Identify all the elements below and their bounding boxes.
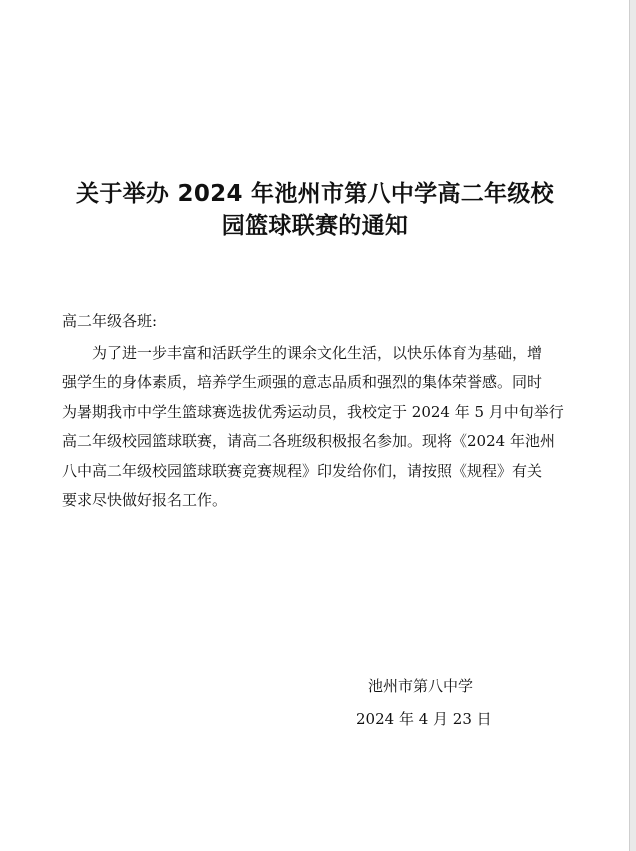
title-line-2: 园篮球联赛的通知	[221, 213, 409, 239]
body-line: 为暑期我市中学生篮球赛选拔优秀运动员，我校定于 2024 年 5 月中旬举行	[62, 402, 564, 421]
date: 2024 年 4 月 23 日	[356, 710, 492, 728]
title-line-1: 关于举办 2024 年池州市第八中学高二年级校	[76, 181, 554, 207]
body-line: 八中高二年级校园篮球联赛竞赛规程》印发给你们，请按照《规程》有关	[62, 461, 543, 480]
body-line: 高二年级校园篮球联赛，请高二各班级积极报名参加。现将《2024 年池州	[62, 432, 555, 451]
body-line: 要求尽快做好报名工作。	[62, 491, 228, 510]
body-line: 为了进一步丰富和活跃学生的课余文化生活，以快乐体育为基础，增	[92, 344, 543, 362]
greeting: 高二年级各班:	[62, 312, 158, 330]
signature: 池州市第八中学	[368, 677, 474, 695]
document-title	[40, 178, 590, 242]
body-line: 强学生的身体素质，培养学生顽强的意志品质和强烈的集体荣誉感。同时	[62, 373, 543, 392]
body-paragraph	[62, 339, 580, 515]
